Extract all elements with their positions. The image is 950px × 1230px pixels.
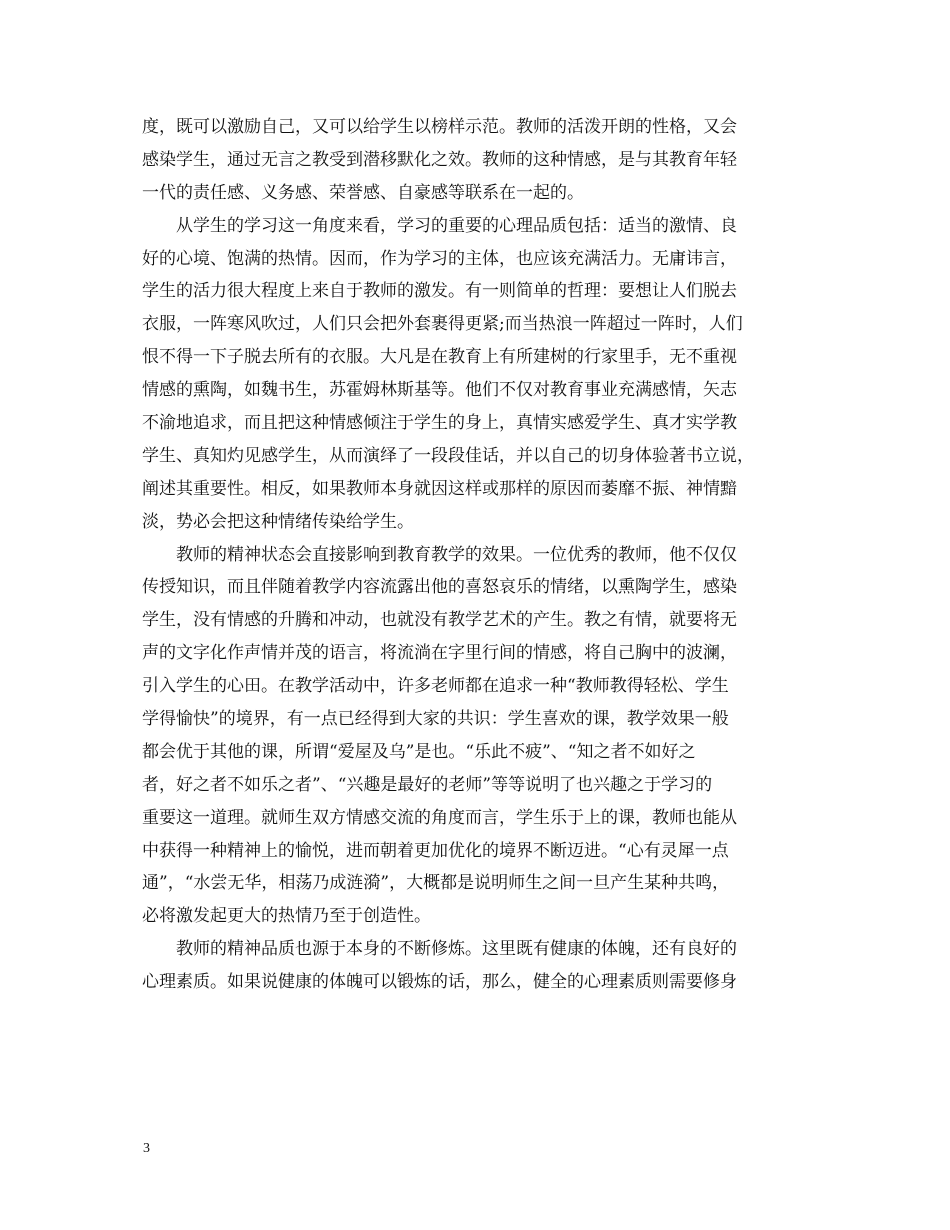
text-line: 学生的活力很大程度上来自于教师的激发。有一则简单的哲理：要想让人们脱去 (142, 281, 737, 302)
text-line: 都会优于其他的课，所谓“爱屋及乌”是也。“乐此不疲”、“知之者不如好之 (142, 741, 696, 762)
text-line: 教师的精神状态会直接影响到教育教学的效果。一位优秀的教师，他不仅仅 (142, 544, 737, 565)
text-line: 学生、真知灼见感学生，从而演绎了一段段佳话，并以自己的切身体验著书立说， (142, 445, 754, 466)
body-text (142, 111, 812, 999)
text-line: 情感的熏陶，如魏书生，苏霍姆林斯基等。他们不仅对教育事业充满感情，矢志 (142, 380, 737, 401)
text-line: 中获得一种精神上的愉悦，进而朝着更加优化的境界不断迈进。“心有灵犀一点 (142, 840, 729, 861)
text-line: 阐述其重要性。相反，如果教师本身就因这样或那样的原因而萎靡不振、神情黯 (142, 478, 737, 499)
page-number: 3 (143, 1141, 150, 1156)
text-line: 重要这一道理。就师生双方情感交流的角度而言，学生乐于上的课，教师也能从 (142, 807, 737, 828)
text-line: 学生，没有情感的升腾和冲动，也就没有教学艺术的产生。教之有情，就要将无 (142, 610, 737, 631)
text-line: 感染学生，通过无言之教受到潜移默化之效。教师的这种情感，是与其教育年轻 (142, 149, 737, 170)
text-line: 传授知识，而且伴随着教学内容流露出他的喜怒哀乐的情绪，以熏陶学生，感染 (142, 577, 737, 598)
text-line: 度，既可以激励自己，又可以给学生以榜样示范。教师的活泼开朗的性格，又会 (142, 117, 737, 137)
text-line: 声的文字化作声情并茂的语言，将流淌在字里行间的情感，将自己胸中的波澜， (142, 643, 737, 664)
text-line: 好的心境、饱满的热情。因而，作为学习的主体，也应该充满活力。无庸讳言， (142, 248, 737, 269)
text-line: 不渝地追求，而且把这种情感倾注于学生的身上，真情实感爱学生、真才实学教 (142, 413, 737, 434)
text-line: 者，好之者不如乐之者”、“兴趣是最好的老师”等等说明了也兴趣之于学习的 (142, 774, 713, 795)
text-line: 从学生的学习这一角度来看，学习的重要的心理品质包括：适当的激情、良 (142, 215, 737, 236)
text-line: 淡，势必会把这种情绪传染给学生。 (142, 511, 414, 532)
text-line: 心理素质。如果说健康的体魄可以锻炼的话，那么，健全的心理素质则需要修身 (142, 972, 737, 993)
text-line: 必将激发起更大的热情乃至于创造性。 (142, 906, 431, 927)
text-line: 学得愉快”的境界，有一点已经得到大家的共识：学生喜欢的课，教学效果一般 (142, 709, 729, 730)
text-line: 引入学生的心田。在教学活动中，许多老师都在追求一种“教师教得轻松、学生 (142, 676, 729, 697)
text-line: 一代的责任感、义务感、荣誉感、自豪感等联系在一起的。 (142, 182, 584, 203)
text-line: 教师的精神品质也源于本身的不断修炼。这里既有健康的体魄，还有良好的 (142, 939, 737, 960)
text-line: 恨不得一下子脱去所有的衣服。大凡是在教育上有所建树的行家里手，无不重视 (142, 347, 737, 368)
text-line: 衣服，一阵寒风吹过，人们只会把外套裹得更紧;而当热浪一阵超过一阵时，人们 (142, 314, 743, 335)
text-line: 通”，“水尝无华，相荡乃成涟漪”，大概都是说明师生之间一旦产生某种共鸣， (142, 873, 730, 894)
